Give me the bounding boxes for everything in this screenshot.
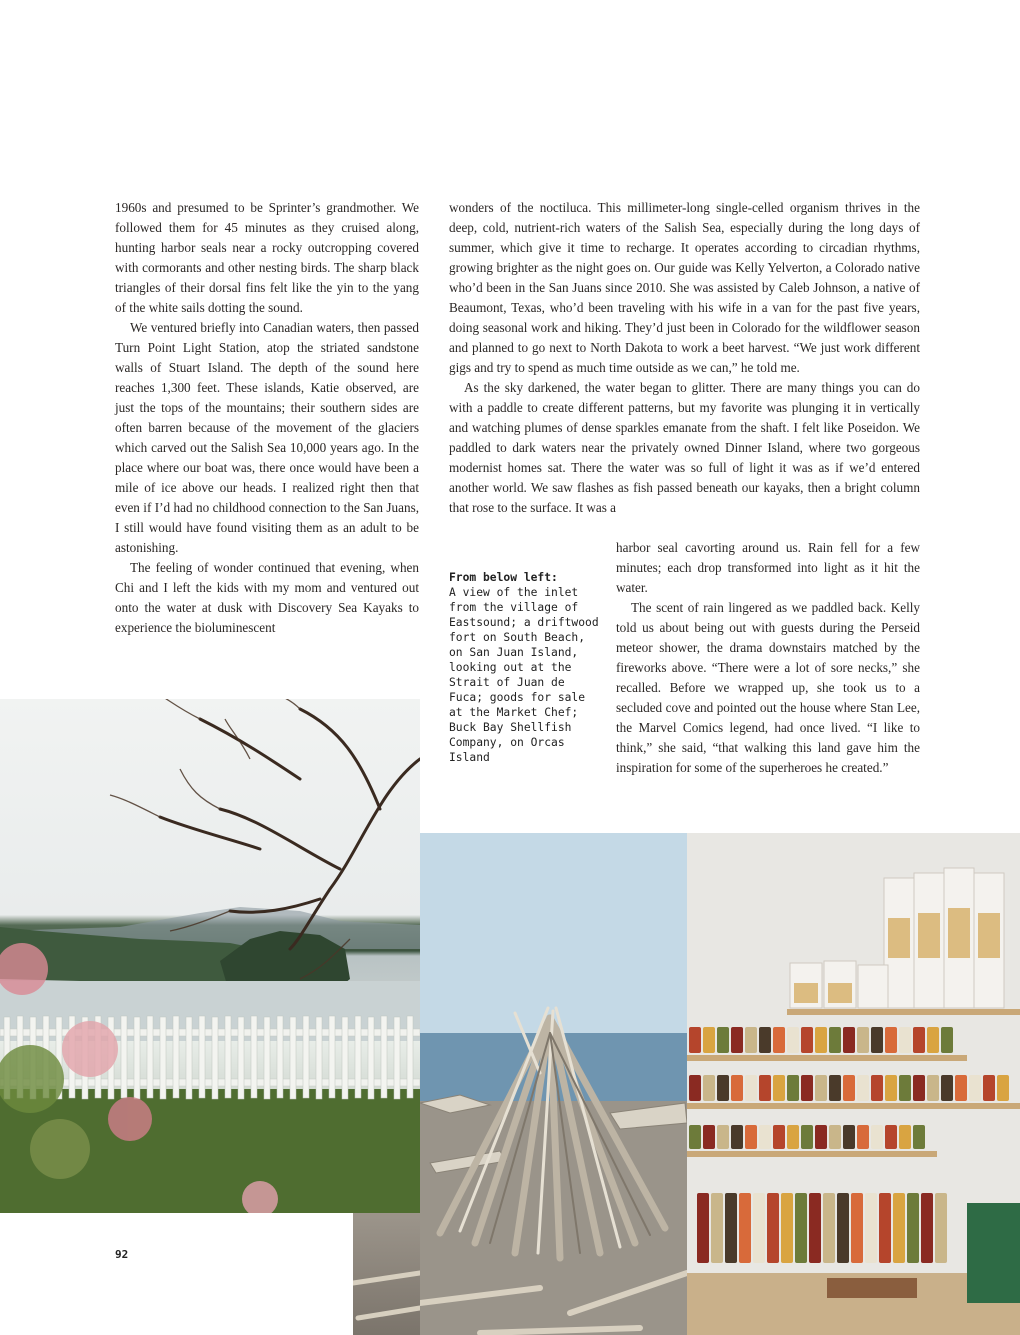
fence-picket <box>121 1016 127 1098</box>
market-jar <box>857 1125 869 1149</box>
market-jar <box>885 1027 897 1053</box>
market-jar <box>703 1027 715 1053</box>
article-paragraph: We ventured briefly into Canadian waters, then passed Turn Point Light Station, atop the striated sandstone walls of Stuart Island. The depth of the sound here reaches 1,300 feet. These islands, Katie observed, are just the tops of the mountains; their southern sides are often barren because of the movement of the glaciers which carved out the Salish Sea 10,000 years ago. In the place where our boat was, there once would have been a mile of ice above our heads. I realized right then that even if I’d had no childhood connection to the San Juans, I still would have found visiting them as an adult to be astonishing. <box>115 320 419 555</box>
market-jar <box>843 1027 855 1053</box>
market-jar <box>899 1125 911 1149</box>
beach-strip-art <box>353 1213 420 1335</box>
market-jar <box>689 1075 701 1101</box>
fence-picket <box>368 1017 374 1099</box>
article-paragraph: wonders of the noctiluca. This millimeter-long single-celled organism thrives in the deep, cold, nutrient-rich waters of the Salish Sea, especially during the long days of summer, which give it time to recharge. It operates according to circadian rhythms, growing brighter as the night goes on. Our guide was Kelly Yelverton, a Colorado native who’d been in the San Juans since 2010. She was assisted by Caleb Johnson, a native of Beaumont, Texas, who’d been traveling with his wife in a van for the past five years, doing seasonal work and hiking. They’d just been in Colorado for the wildflower season and planned to go next to North Dakota to work a beet harvest. “We just work different gigs and try to spend as much time outside as we can,” he told me. <box>449 200 920 375</box>
fence-picket <box>134 1017 140 1099</box>
market-jar <box>955 1075 967 1101</box>
fence-picket <box>264 1017 270 1099</box>
market-jar <box>809 1193 821 1263</box>
photo-caption <box>449 570 599 765</box>
market-jar <box>731 1027 743 1053</box>
market-jar <box>871 1075 883 1101</box>
article-paragraph: As the sky darkened, the water began to glitter. There are many things you can do with a paddle to create different patterns, but my favorite was plunging it in vertically and watching plumes of dense sparkles emanate from the shaft. I felt like Poseidon. We paddled to dark waters near the privately owned Dinner Island, where two gorgeous modernist homes sat. There the water was so full of light it was as if we’d entered another world. We saw flashes as fish passed beneath our kayaks, then a bright column that rose to the surface. It was a <box>449 380 920 515</box>
market-jar <box>711 1193 723 1263</box>
fence-picket <box>251 1016 257 1098</box>
market-jar <box>689 1027 701 1053</box>
market-jar <box>927 1075 939 1101</box>
market-jar <box>787 1075 799 1101</box>
market-jar <box>795 1193 807 1263</box>
market-jar <box>767 1193 779 1263</box>
market-jar <box>837 1193 849 1263</box>
market-jar <box>745 1027 757 1053</box>
market-jar <box>703 1125 715 1149</box>
market-jar <box>717 1075 729 1101</box>
market-goods-photo <box>687 833 1020 1335</box>
market-jar <box>879 1193 891 1263</box>
market-jar <box>753 1193 765 1263</box>
fence-picket <box>186 1017 192 1099</box>
market-jar <box>815 1027 827 1053</box>
market-jar <box>935 1193 947 1263</box>
market-jar <box>927 1027 939 1053</box>
market-jar <box>885 1075 897 1101</box>
market-jar <box>787 1125 799 1149</box>
market-jar <box>871 1125 883 1149</box>
market-jar <box>823 1193 835 1263</box>
fence-picket <box>199 1016 205 1098</box>
market-jar <box>941 1075 953 1101</box>
fence-picket <box>147 1016 153 1098</box>
market-jar <box>759 1027 771 1053</box>
market-jar <box>843 1125 855 1149</box>
article-column-right <box>616 538 920 778</box>
market-jar <box>815 1125 827 1149</box>
market-jar <box>717 1125 729 1149</box>
market-jar <box>745 1075 757 1101</box>
market-jar <box>913 1027 925 1053</box>
fence-picket <box>303 1016 309 1098</box>
market-jar <box>941 1027 953 1053</box>
market-jar <box>871 1027 883 1053</box>
market-jar <box>983 1075 995 1101</box>
fence-picket <box>173 1016 179 1098</box>
market-jar <box>969 1075 981 1101</box>
market-jar <box>759 1075 771 1101</box>
market-jar <box>697 1193 709 1263</box>
market-jar <box>885 1125 897 1149</box>
article-column-middle <box>449 198 920 518</box>
market-jar <box>851 1193 863 1263</box>
driftwood-beach-strip <box>353 1213 420 1335</box>
market-jar <box>801 1075 813 1101</box>
fence-picket <box>394 1017 400 1099</box>
market-jar <box>773 1075 785 1101</box>
market-jar <box>703 1075 715 1101</box>
market-jar <box>731 1075 743 1101</box>
market-jar <box>773 1027 785 1053</box>
fence-picket <box>407 1016 413 1098</box>
market-jar <box>899 1075 911 1101</box>
market-jar <box>913 1075 925 1101</box>
fence-picket <box>277 1016 283 1098</box>
driftwood-fort-photo <box>420 833 687 1335</box>
market-jar <box>717 1027 729 1053</box>
market-jar <box>865 1193 877 1263</box>
market-jar <box>913 1125 925 1149</box>
market-jar <box>921 1193 933 1263</box>
fence-picket <box>342 1017 348 1099</box>
caption-lead: From below left: <box>449 571 558 584</box>
fence-picket <box>212 1017 218 1099</box>
article-paragraph: harbor seal cavorting around us. Rain fell for a few minutes; each drop transformed into light as it hit the water. <box>616 540 920 595</box>
market-jar <box>829 1075 841 1101</box>
market-goods-art <box>687 833 1020 1335</box>
market-jar <box>829 1125 841 1149</box>
market-jar <box>739 1193 751 1263</box>
fence-picket <box>160 1017 166 1099</box>
fence-picket <box>225 1016 231 1098</box>
market-jar <box>787 1027 799 1053</box>
market-jar <box>893 1193 905 1263</box>
fence-picket <box>381 1016 387 1098</box>
fence-picket <box>329 1016 335 1098</box>
fence-picket <box>290 1017 296 1099</box>
market-jar <box>725 1193 737 1263</box>
article-paragraph: The scent of rain lingered as we paddled back. Kelly told us about being out with guests during the Perseid meteor shower, the drama downstairs matched by the fireworks above. “There were a lot of sore necks,” she recalled. Before we wrapped up, she took us to a secluded cove and pointed out the house where Stan Lee, the Marvel Comics legend, had once lived. “I like to think,” she said, “that walking this land gave him the inspiration for some of the superheroes he created.” <box>616 600 920 775</box>
caption-text: A view of the inlet from the village of Eastsound; a driftwood fort on South Beach, on San Juan Island, looking out at the Strait of Juan de Fuca; goods for sale at the Market Chef; Buck Bay Shellfish Company, on Orcas Island <box>449 586 599 764</box>
market-jar <box>843 1075 855 1101</box>
article-column-left <box>115 198 419 638</box>
inlet-photo <box>0 699 420 1213</box>
article-paragraph: The feeling of wonder continued that evening, when Chi and I left the kids with my mom and ventured out onto the water at dusk with Discovery Sea Kayaks to experience the bioluminescent <box>115 560 419 635</box>
market-jar <box>759 1125 771 1149</box>
market-jar <box>745 1125 757 1149</box>
fence-picket <box>316 1017 322 1099</box>
market-jar <box>801 1027 813 1053</box>
market-jar <box>899 1027 911 1053</box>
market-jar <box>815 1075 827 1101</box>
fence-picket <box>355 1016 361 1098</box>
market-jar <box>731 1125 743 1149</box>
market-jar <box>801 1125 813 1149</box>
market-jar <box>781 1193 793 1263</box>
page-number: 92 <box>115 1248 129 1261</box>
fence-picket <box>238 1017 244 1099</box>
market-jar <box>997 1075 1009 1101</box>
market-jar <box>857 1075 869 1101</box>
market-jar <box>829 1027 841 1053</box>
market-jar <box>689 1125 701 1149</box>
market-jar <box>907 1193 919 1263</box>
market-jar <box>773 1125 785 1149</box>
market-jar <box>857 1027 869 1053</box>
inlet-photo-art <box>0 699 420 1213</box>
driftwood-fort-art <box>420 833 687 1335</box>
article-paragraph: 1960s and presumed to be Sprinter’s grandmother. We followed them for 45 minutes as they cruised along, hunting harbor seals near a rocky outcropping covered with cormorants and other nesting birds. The sharp black triangles of their dorsal fins felt like the yin to the yang of the white sails dotting the sound. <box>115 200 419 315</box>
